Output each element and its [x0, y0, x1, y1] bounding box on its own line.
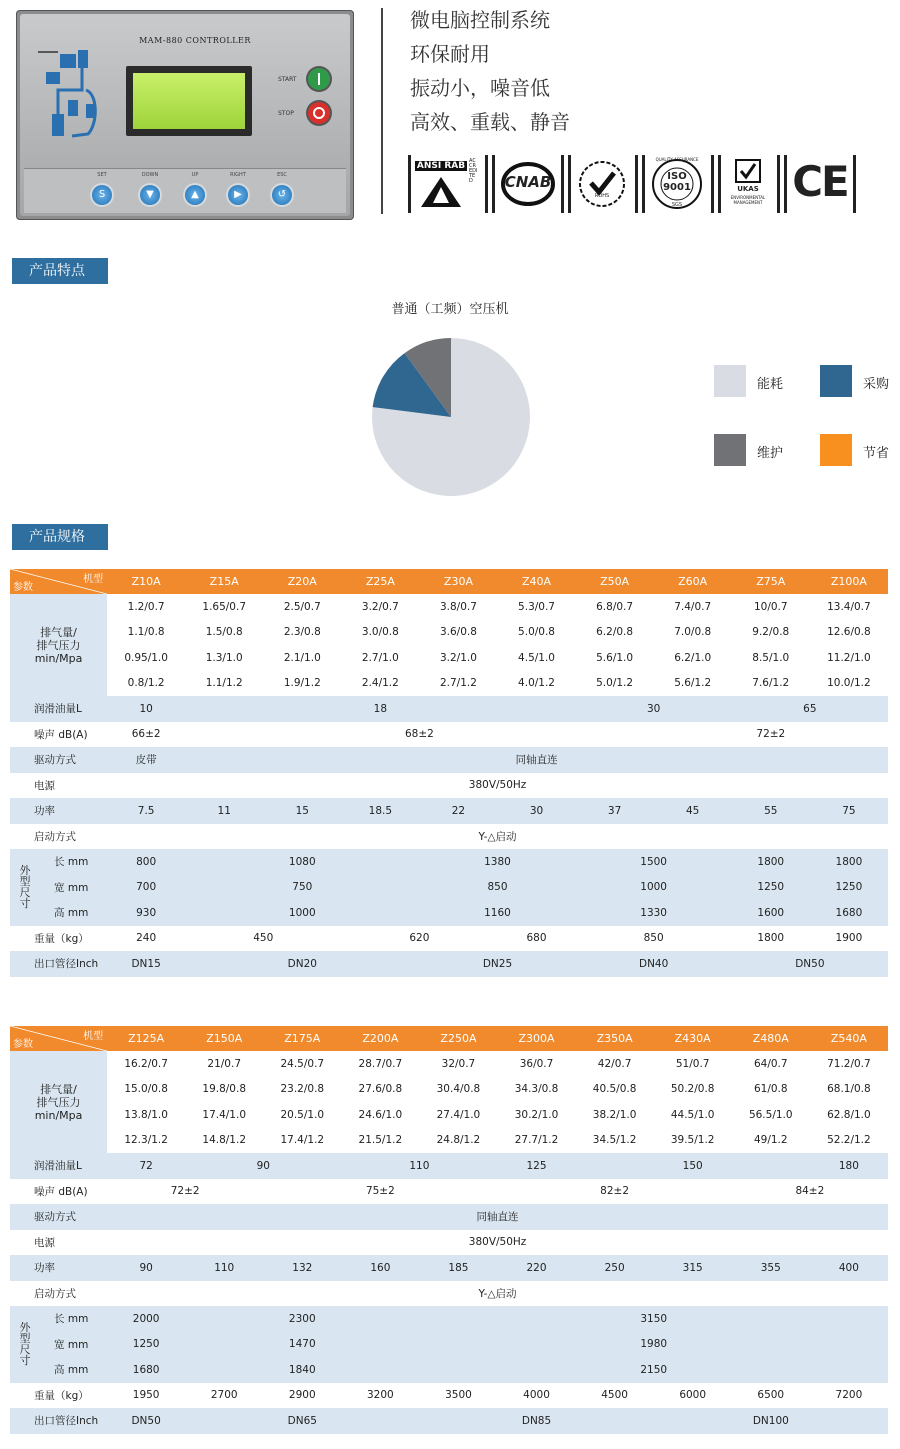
dim-cell: 1980 [640, 1338, 668, 1351]
kw-cell: 75 [842, 804, 856, 817]
row-label: 电源 [34, 779, 55, 792]
row-label: 重量（kg） [34, 1389, 89, 1402]
outlet-cell: DN15 [131, 957, 161, 970]
kw-cell: 110 [214, 1261, 235, 1274]
flow-cell: 1.5/0.8 [205, 626, 243, 639]
weight-cell: 1900 [835, 932, 863, 945]
flow-cell: 14.8/1.2 [202, 1134, 247, 1147]
outlet-cell: DN25 [482, 957, 513, 970]
length-row [10, 849, 888, 875]
divider-line [381, 8, 383, 214]
flow-cell: 44.5/1.0 [670, 1108, 715, 1121]
outlet-cell: DN100 [752, 1414, 789, 1427]
controller-title: MAM-880 CONTROLLER [139, 36, 251, 45]
flow-cell: 3.8/0.7 [439, 600, 477, 613]
rohs-cert-icon: ROHS [568, 155, 638, 213]
kw-cell: 18.5 [368, 804, 393, 817]
flow-cell: 24.5/0.7 [280, 1057, 325, 1070]
weight-row [10, 1383, 888, 1409]
flow-cell: 5.0/0.8 [518, 626, 555, 639]
flow-cell: 34.3/0.8 [514, 1083, 559, 1096]
flow-cell: 23.2/0.8 [280, 1083, 325, 1096]
flow-cell: 36/0.7 [519, 1057, 554, 1070]
dim-cell: 1080 [288, 855, 316, 868]
row-label: 出口管径Inch [34, 1415, 99, 1428]
outlet-row [10, 1408, 888, 1434]
oil-cell: 72 [139, 1159, 153, 1172]
power-supply-row [10, 1230, 888, 1256]
flow-cell: 40.5/0.8 [592, 1083, 637, 1096]
kw-cell: 11 [217, 804, 231, 817]
dim-cell: 1250 [757, 881, 785, 894]
oil-cell: 18 [373, 702, 388, 715]
drive-cell: 同轴直连 [515, 754, 558, 767]
flow-cell: 49/1.2 [753, 1134, 788, 1147]
dim-cell: 1840 [288, 1363, 316, 1376]
outlet-row [10, 951, 888, 977]
weight-cell: 4500 [601, 1389, 628, 1402]
weight-cell: 2900 [288, 1389, 316, 1402]
noise-cell: 82±2 [600, 1185, 630, 1198]
flow-cell: 1.1/1.2 [205, 677, 243, 690]
row-label: 噪声 dB(A) [34, 728, 88, 741]
flow-cell: 17.4/1.2 [280, 1134, 325, 1147]
flow-cell: 1.3/1.0 [205, 651, 243, 664]
row-label: 出口管径Inch [34, 958, 99, 971]
flow-cell: 21.5/1.2 [358, 1134, 403, 1147]
flow-cell: 1.2/0.7 [127, 600, 165, 613]
start-cell: Y-△启动 [478, 1287, 517, 1300]
flow-cell: 30.2/1.0 [514, 1108, 559, 1121]
legend-swatch-savings [820, 434, 852, 466]
spec-table-1 [10, 569, 888, 977]
flow-cell: 3.2/1.0 [439, 651, 477, 664]
down-key[interactable]: ▼ [140, 185, 160, 205]
row-label: 高 mm [54, 907, 89, 920]
row-label: 驱动方式 [34, 754, 76, 767]
oil-cell: 110 [409, 1159, 430, 1172]
start-method-row [10, 824, 888, 850]
row-label: 高 mm [54, 1364, 89, 1377]
height-row [10, 1357, 888, 1383]
weight-cell: 6500 [757, 1389, 785, 1402]
keypad: SET S DOWN ▼ UP ▲ RIGHT ▶ ESC ↺ [24, 168, 346, 213]
flow-cell: 42/0.7 [597, 1057, 632, 1070]
model-header: Z75A [732, 569, 810, 594]
row-label: 启动方式 [34, 1287, 76, 1300]
weight-cell: 7200 [835, 1389, 863, 1402]
dim-cell: 1800 [835, 855, 863, 868]
outlet-cell: DN50 [131, 1414, 161, 1427]
air-flow-diagram-icon [38, 44, 108, 154]
row-label: 长 mm [54, 856, 89, 869]
weight-cell: 850 [643, 932, 664, 945]
start-button[interactable] [308, 68, 330, 90]
kw-cell: 90 [139, 1261, 153, 1274]
kw-cell: 220 [526, 1261, 547, 1274]
flow-cell: 27.7/1.2 [514, 1134, 559, 1147]
model-header: Z50A [576, 569, 654, 594]
certification-logos [408, 155, 858, 215]
flow-cell: 7.0/0.8 [674, 626, 712, 639]
model-header: Z30A [419, 569, 497, 594]
flow-row [10, 1077, 888, 1103]
outlet-cell: DN85 [521, 1414, 552, 1427]
dim-cell: 800 [136, 855, 157, 868]
right-key[interactable]: ▶ [228, 185, 248, 205]
oil-cell: 10 [139, 702, 153, 715]
flow-cell: 13.4/0.7 [827, 600, 871, 613]
dim-cell: 1600 [757, 906, 785, 919]
flow-row [10, 1051, 888, 1077]
flow-cell: 9.2/0.8 [752, 626, 790, 639]
model-header: Z20A [263, 569, 341, 594]
lcd-display [126, 66, 252, 136]
feature-3: 振动小，噪音低 [410, 76, 550, 100]
flow-cell: 5.0/1.2 [596, 677, 634, 690]
flow-cell: 50.2/0.8 [670, 1083, 715, 1096]
dimension-tag: 外 型 尺 寸 [10, 849, 40, 926]
row-label: 电源 [34, 1236, 55, 1249]
oil-row [10, 1153, 888, 1179]
weight-row [10, 926, 888, 952]
flow-label: 排气量/ 排气压力 min/Mpa [10, 594, 107, 696]
flow-cell: 71.2/0.7 [827, 1057, 871, 1070]
stop-label: STOP [278, 110, 294, 117]
ukas-cert-icon: UKAS ENVIRONMENTAL MANAGEMENT [718, 155, 780, 213]
flow-row [10, 1102, 888, 1128]
flow-cell: 17.4/1.0 [202, 1108, 247, 1121]
drive-row [10, 747, 888, 773]
kw-cell: 185 [448, 1261, 469, 1274]
kw-cell: 37 [607, 804, 622, 817]
flow-cell: 38.2/1.0 [592, 1108, 637, 1121]
noise-cell: 84±2 [795, 1185, 825, 1198]
feature-4: 高效、重载、静音 [410, 110, 570, 134]
dim-cell: 1250 [835, 881, 863, 894]
legend-label-purchase: 采购 [863, 377, 890, 392]
dimension-tag: 外 型 尺 寸 [10, 1306, 40, 1383]
flow-label: 排气量/ 排气压力 min/Mpa [10, 1051, 107, 1153]
model-header: Z10A [107, 569, 185, 594]
flow-cell: 1.1/0.8 [127, 626, 165, 639]
oil-cell: 30 [646, 702, 661, 715]
weight-cell: 4000 [523, 1389, 550, 1402]
model-header: Z100A [810, 569, 888, 594]
flow-cell: 11.2/1.0 [827, 651, 871, 664]
kw-row [10, 1255, 888, 1281]
kw-cell: 355 [760, 1261, 781, 1274]
weight-cell: 3500 [445, 1389, 472, 1402]
corner-cell: 机型 参数 [10, 1026, 107, 1051]
dim-cell: 850 [487, 881, 508, 894]
flow-cell: 6.2/0.8 [596, 626, 634, 639]
outlet-cell: DN50 [795, 957, 825, 970]
flow-cell: 4.5/1.0 [518, 651, 555, 664]
oil-row [10, 696, 888, 722]
corner-cell: 机型 参数 [10, 569, 107, 594]
weight-cell: 450 [253, 932, 274, 945]
start-cell: Y-△启动 [478, 830, 517, 843]
start-method-row [10, 1281, 888, 1307]
flow-row [10, 594, 888, 620]
flow-cell: 6.8/0.7 [596, 600, 634, 613]
legend-swatch-purchase [820, 365, 852, 397]
controller-face [20, 14, 350, 216]
set-key[interactable]: S [92, 185, 112, 205]
dim-cell: 1250 [132, 1338, 160, 1351]
kw-cell: 400 [838, 1261, 859, 1274]
flow-cell: 20.5/1.0 [280, 1108, 325, 1121]
controller-panel-image [16, 10, 354, 220]
flow-cell: 3.2/0.7 [361, 600, 399, 613]
weight-cell: 3200 [367, 1389, 394, 1402]
flow-cell: 13.8/1.0 [124, 1108, 168, 1121]
kw-cell: 315 [682, 1261, 703, 1274]
weight-cell: 1950 [132, 1389, 160, 1402]
weight-cell: 1800 [757, 932, 785, 945]
flow-cell: 0.8/1.2 [127, 677, 165, 690]
flow-cell: 68.1/0.8 [827, 1083, 871, 1096]
dim-cell: 1470 [288, 1338, 316, 1351]
model-header: Z350A [576, 1026, 654, 1051]
weight-cell: 620 [409, 932, 430, 945]
row-label: 重量（kg） [34, 932, 89, 945]
up-key[interactable]: ▲ [185, 185, 205, 205]
weight-cell: 680 [526, 932, 547, 945]
dim-cell: 750 [292, 881, 313, 894]
noise-cell: 75±2 [365, 1185, 395, 1198]
weight-cell: 240 [136, 932, 157, 945]
dim-cell: 1680 [132, 1363, 160, 1376]
noise-cell: 72±2 [170, 1185, 200, 1198]
outlet-cell: DN40 [638, 957, 669, 970]
kw-cell: 250 [604, 1261, 625, 1274]
length-row [10, 1306, 888, 1332]
flow-cell: 16.2/0.7 [124, 1057, 168, 1070]
header-row [10, 1026, 888, 1051]
flow-cell: 7.6/1.2 [752, 677, 790, 690]
dim-cell: 1000 [288, 906, 316, 919]
flow-cell: 10/0.7 [753, 600, 788, 613]
flow-cell: 5.3/0.7 [518, 600, 555, 613]
flow-cell: 61/0.8 [753, 1083, 788, 1096]
width-row [10, 875, 888, 901]
power-supply-row [10, 773, 888, 799]
dim-cell: 1160 [484, 906, 511, 919]
kw-cell: 22 [451, 804, 466, 817]
dim-cell: 1330 [640, 906, 667, 919]
legend-swatch-energy [714, 365, 746, 397]
noise-row [10, 1179, 888, 1205]
row-label: 功率 [34, 1262, 55, 1275]
flow-cell: 12.3/1.2 [124, 1134, 168, 1147]
flow-cell: 34.5/1.2 [592, 1134, 637, 1147]
flow-cell: 19.8/0.8 [202, 1083, 247, 1096]
flow-cell: 2.5/0.7 [283, 600, 321, 613]
flow-row [10, 620, 888, 646]
dim-cell: 1380 [484, 855, 511, 868]
oil-cell: 125 [526, 1159, 547, 1172]
cnab-cert-icon: CNAB [492, 155, 564, 213]
model-header: Z480A [732, 1026, 810, 1051]
model-header: Z175A [263, 1026, 341, 1051]
row-label: 长 mm [54, 1313, 89, 1326]
flow-cell: 7.4/0.7 [674, 600, 712, 613]
kw-cell: 15 [295, 804, 309, 817]
oil-cell: 150 [682, 1159, 703, 1172]
flow-cell: 8.5/1.0 [752, 651, 790, 664]
noise-cell: 72±2 [756, 728, 786, 741]
iso-9001-cert-icon: QUALITY ASSURANCE ISO 9001 SGS [642, 155, 714, 213]
pie-chart [370, 336, 532, 498]
flow-cell: 24.6/1.0 [358, 1108, 403, 1121]
flow-row [10, 645, 888, 671]
width-row [10, 1332, 888, 1358]
noise-cell: 66±2 [131, 728, 161, 741]
flow-row [10, 671, 888, 697]
flow-cell: 27.6/0.8 [358, 1083, 403, 1096]
start-label: START [278, 76, 297, 83]
weight-cell: 2700 [210, 1389, 238, 1402]
row-label: 功率 [34, 805, 55, 818]
dim-cell: 2300 [288, 1312, 316, 1325]
ce-mark-icon: CE [784, 155, 856, 213]
flow-cell: 2.3/0.8 [283, 626, 321, 639]
flow-cell: 1.65/0.7 [202, 600, 247, 613]
dim-cell: 1800 [757, 855, 785, 868]
model-header: Z150A [185, 1026, 263, 1051]
flow-cell: 5.6/1.0 [596, 651, 634, 664]
row-label: 噪声 dB(A) [34, 1185, 88, 1198]
oil-cell: 90 [256, 1159, 270, 1172]
dim-cell: 930 [136, 906, 157, 919]
header-row [10, 569, 888, 594]
flow-cell: 64/0.7 [753, 1057, 788, 1070]
flow-cell: 2.1/1.0 [283, 651, 321, 664]
kw-row [10, 798, 888, 824]
chart-title: 普通（工频）空压机 [391, 302, 509, 317]
row-label: 宽 mm [54, 881, 89, 894]
spec-table-2 [10, 1026, 888, 1434]
stop-button[interactable] [308, 102, 330, 124]
drive-cell: 皮带 [135, 754, 157, 767]
flow-cell: 3.6/0.8 [439, 626, 477, 639]
row-label: 启动方式 [34, 830, 76, 843]
flow-cell: 52.2/1.2 [827, 1134, 871, 1147]
kw-cell: 55 [764, 804, 778, 817]
model-header: Z40A [497, 569, 575, 594]
kw-cell: 132 [292, 1261, 313, 1274]
flow-cell: 6.2/1.0 [674, 651, 712, 664]
dim-cell: 1500 [640, 855, 667, 868]
esc-key[interactable]: ↺ [272, 185, 292, 205]
section-title-specs: 产品规格 [12, 524, 108, 550]
flow-row [10, 1128, 888, 1154]
kw-cell: 160 [370, 1261, 391, 1274]
legend-swatch-maintenance [714, 434, 746, 466]
outlet-cell: DN20 [287, 957, 317, 970]
outlet-cell: DN65 [287, 1414, 317, 1427]
row-label: 润滑油量L [34, 703, 82, 716]
flow-cell: 21/0.7 [207, 1057, 242, 1070]
feature-2: 环保耐用 [410, 42, 490, 66]
flow-cell: 1.9/1.2 [283, 677, 321, 690]
flow-cell: 15.0/0.8 [124, 1083, 168, 1096]
legend-label-energy: 能耗 [757, 377, 784, 392]
noise-row [10, 722, 888, 748]
flow-cell: 51/0.7 [675, 1057, 710, 1070]
flow-cell: 12.6/0.8 [827, 626, 871, 639]
legend-label-maintenance: 维护 [757, 446, 784, 461]
model-header: Z430A [654, 1026, 732, 1051]
model-header: Z250A [419, 1026, 497, 1051]
flow-cell: 56.5/1.0 [748, 1108, 793, 1121]
row-label: 宽 mm [54, 1338, 89, 1351]
model-header: Z60A [654, 569, 732, 594]
kw-cell: 7.5 [137, 804, 155, 817]
section-title-features: 产品特点 [12, 258, 108, 284]
flow-cell: 0.95/1.0 [124, 651, 168, 664]
oil-cell: 180 [838, 1159, 859, 1172]
flow-cell: 24.8/1.2 [436, 1134, 481, 1147]
flow-cell: 10.0/1.2 [827, 677, 871, 690]
noise-cell: 68±2 [404, 728, 434, 741]
flow-cell: 2.4/1.2 [361, 677, 399, 690]
drive-row [10, 1204, 888, 1230]
weight-cell: 6000 [679, 1389, 707, 1402]
flow-cell: 32/0.7 [441, 1057, 476, 1070]
flow-cell: 5.6/1.2 [674, 677, 712, 690]
model-header: Z25A [341, 569, 419, 594]
power-cell: 380V/50Hz [468, 779, 527, 792]
dim-cell: 700 [136, 881, 157, 894]
ansi-rab-cert-icon: ANSI RAB QMS ACCREDITED [408, 155, 488, 213]
model-header: Z15A [185, 569, 263, 594]
flow-cell: 2.7/1.2 [439, 677, 477, 690]
dim-cell: 1000 [640, 881, 667, 894]
dim-cell: 2150 [640, 1363, 668, 1376]
model-header: Z540A [810, 1026, 888, 1051]
dim-cell: 2000 [132, 1312, 160, 1325]
flow-cell: 2.7/1.0 [361, 651, 399, 664]
model-header: Z200A [341, 1026, 419, 1051]
drive-cell: 同轴直连 [476, 1211, 519, 1224]
flow-cell: 28.7/0.7 [358, 1057, 403, 1070]
dim-cell: 1680 [835, 906, 863, 919]
flow-cell: 39.5/1.2 [670, 1134, 715, 1147]
kw-cell: 45 [685, 804, 700, 817]
flow-cell: 3.0/0.8 [361, 626, 399, 639]
flow-cell: 62.8/1.0 [827, 1108, 871, 1121]
oil-cell: 65 [803, 702, 817, 715]
kw-cell: 30 [529, 804, 544, 817]
legend-label-savings: 节省 [863, 446, 890, 461]
model-header: Z300A [497, 1026, 575, 1051]
flow-cell: 4.0/1.2 [518, 677, 555, 690]
dim-cell: 3150 [640, 1312, 668, 1325]
row-label: 润滑油量L [34, 1160, 82, 1173]
model-header: Z125A [107, 1026, 185, 1051]
height-row [10, 900, 888, 926]
flow-cell: 30.4/0.8 [436, 1083, 481, 1096]
feature-1: 微电脑控制系统 [410, 8, 550, 32]
power-cell: 380V/50Hz [468, 1236, 527, 1249]
flow-cell: 27.4/1.0 [436, 1108, 481, 1121]
row-label: 驱动方式 [34, 1211, 76, 1224]
